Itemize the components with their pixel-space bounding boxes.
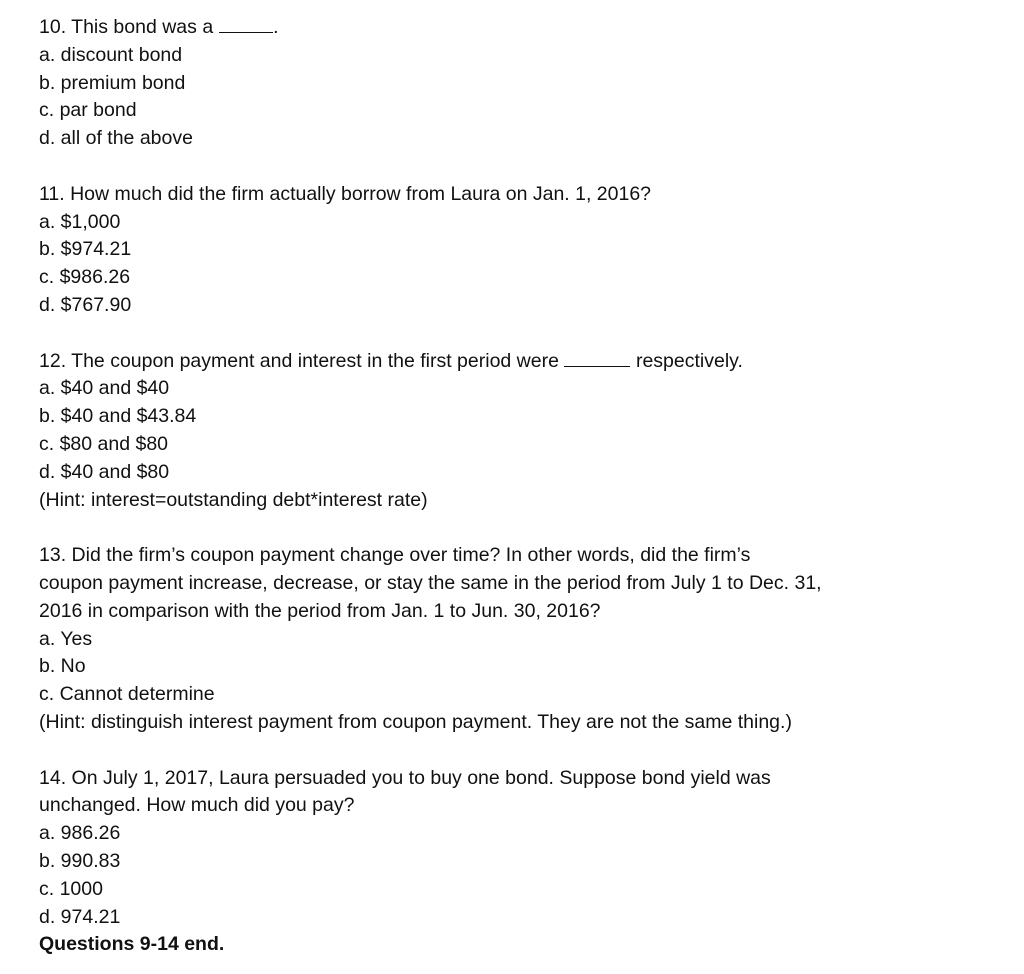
question-prompt: 10. This bond was a .	[39, 16, 279, 38]
section-end-note: Questions 9-14 end.	[39, 933, 225, 956]
question-prompt-line: unchanged. How much did you pay?	[39, 794, 355, 817]
option: c. $986.26	[39, 266, 131, 289]
question-10	[39, 14, 999, 153]
hint: (Hint: interest=outstanding debt*interest rate)	[39, 488, 428, 511]
option: b. $974.21	[39, 238, 132, 261]
option: b. premium bond	[39, 71, 186, 94]
document-body	[39, 14, 999, 959]
option: a. discount bond	[39, 43, 183, 66]
question-prompt-line: 14. On July 1, 2017, Laura persuaded you to buy one bond. Suppose bond yield was	[39, 766, 771, 789]
option: a. $40 and $40	[39, 377, 170, 400]
option: a. Yes	[39, 627, 93, 650]
option: b. No	[39, 655, 86, 678]
option: d. $40 and $80	[39, 460, 170, 483]
answer-blank	[564, 348, 630, 367]
hint: (Hint: distinguish interest payment from coupon payment. They are not the same thing.)	[39, 710, 792, 733]
option: b. 990.83	[39, 849, 121, 872]
question-prompt-line: 2016 in comparison with the period from Jan. 1 to Jun. 30, 2016?	[39, 599, 601, 622]
question-prompt: 11. How much did the firm actually borrow from Laura on Jan. 1, 2016?	[39, 182, 652, 205]
spacer	[39, 737, 999, 765]
option: a. $1,000	[39, 210, 121, 233]
question-prompt-line: coupon payment increase, decrease, or stay the same in the period from July 1 to Dec. 31,	[39, 571, 822, 594]
option: a. 986.26	[39, 822, 121, 845]
option: d. all of the above	[39, 127, 193, 150]
question-prompt-line: 13. Did the firm’s coupon payment change over time? In other words, did the firm’s	[39, 544, 751, 567]
question-prompt: 12. The coupon payment and interest in the first period were respectively.	[39, 349, 743, 372]
option: d. 974.21	[39, 905, 121, 928]
spacer	[39, 320, 999, 348]
option: c. par bond	[39, 99, 137, 122]
question-13	[39, 542, 999, 737]
spacer	[39, 514, 999, 542]
option: c. $80 and $80	[39, 432, 169, 455]
option: c. Cannot determine	[39, 683, 215, 706]
question-11	[39, 181, 999, 320]
question-12	[39, 348, 999, 515]
answer-blank	[219, 14, 273, 33]
option: b. $40 and $43.84	[39, 405, 197, 428]
option: d. $767.90	[39, 293, 132, 316]
question-14	[39, 765, 999, 932]
option: c. 1000	[39, 877, 103, 900]
spacer	[39, 153, 999, 181]
